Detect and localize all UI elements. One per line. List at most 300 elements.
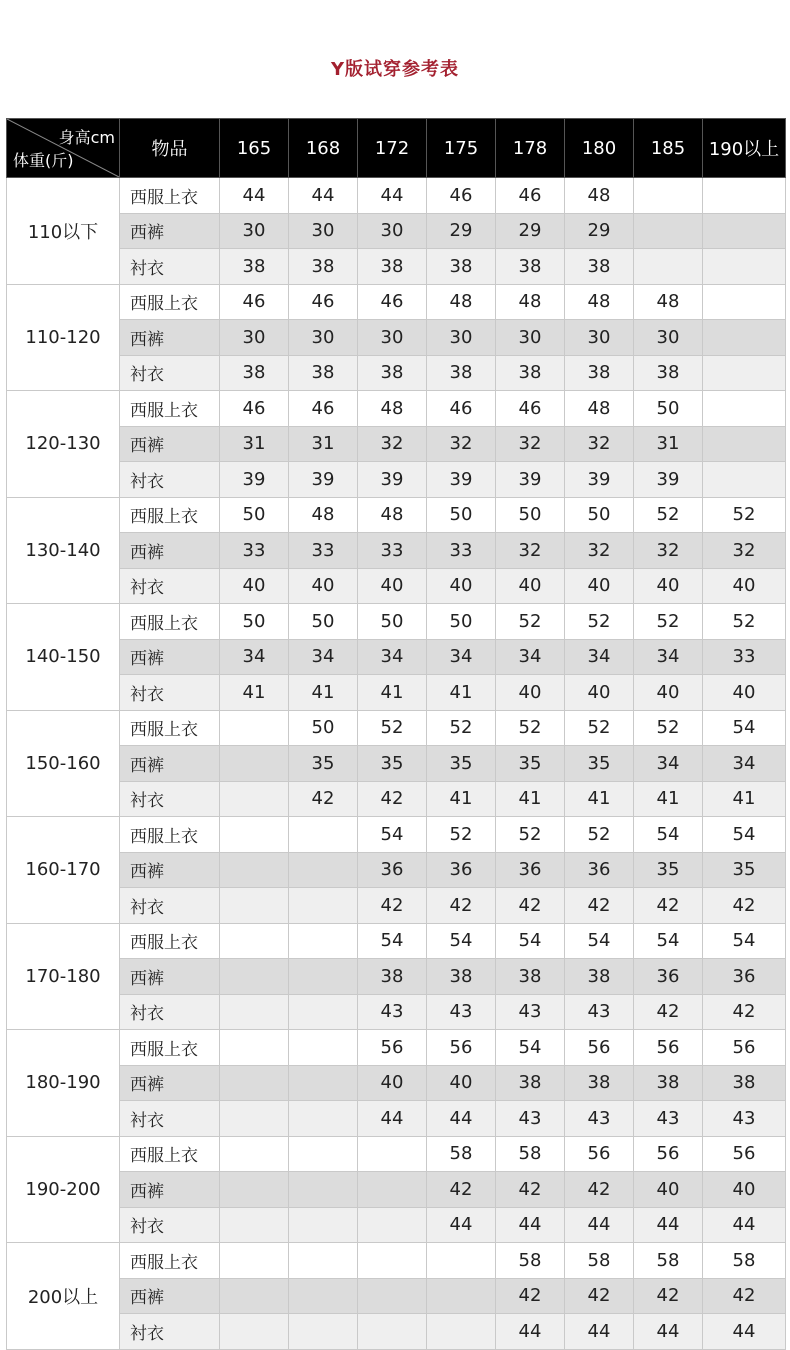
size-value-cell: 56 <box>358 1030 427 1066</box>
size-value-cell: 52 <box>565 604 634 640</box>
size-value-cell: 58 <box>496 1243 565 1279</box>
size-value-cell: 39 <box>220 462 289 498</box>
size-value-cell <box>289 1030 358 1066</box>
size-value-cell: 34 <box>220 639 289 675</box>
size-value-cell: 41 <box>358 675 427 711</box>
size-value-cell: 54 <box>634 817 703 853</box>
size-value-cell: 42 <box>703 994 786 1030</box>
item-name-cell: 衬衣 <box>120 781 220 817</box>
size-value-cell: 40 <box>634 1172 703 1208</box>
size-value-cell: 48 <box>427 284 496 320</box>
height-column-header: 185 <box>634 119 703 178</box>
size-value-cell: 54 <box>634 923 703 959</box>
size-value-cell: 36 <box>634 959 703 995</box>
size-value-cell: 44 <box>703 1314 786 1350</box>
size-value-cell: 39 <box>634 462 703 498</box>
size-value-cell: 46 <box>358 284 427 320</box>
size-value-cell: 44 <box>496 1207 565 1243</box>
size-value-cell: 29 <box>565 213 634 249</box>
table-row <box>7 639 786 675</box>
size-value-cell <box>703 355 786 391</box>
size-value-cell <box>427 1243 496 1279</box>
size-value-cell: 43 <box>358 994 427 1030</box>
size-value-cell: 54 <box>703 710 786 746</box>
item-name-cell: 西服上衣 <box>120 604 220 640</box>
size-value-cell: 35 <box>565 746 634 782</box>
size-value-cell: 52 <box>634 497 703 533</box>
size-value-cell: 41 <box>289 675 358 711</box>
size-value-cell: 52 <box>496 817 565 853</box>
weight-range-cell: 110以下 <box>7 178 120 285</box>
size-value-cell <box>220 1065 289 1101</box>
item-name-cell: 西服上衣 <box>120 391 220 427</box>
size-value-cell: 48 <box>565 391 634 427</box>
table-row <box>7 781 786 817</box>
size-value-cell <box>358 1278 427 1314</box>
size-value-cell: 35 <box>634 852 703 888</box>
size-value-cell: 44 <box>358 178 427 214</box>
size-value-cell: 42 <box>496 1278 565 1314</box>
table-row <box>7 1101 786 1137</box>
size-value-cell: 43 <box>703 1101 786 1137</box>
size-reference-table <box>6 118 786 1350</box>
size-value-cell: 34 <box>565 639 634 675</box>
size-value-cell: 48 <box>634 284 703 320</box>
size-value-cell: 30 <box>358 213 427 249</box>
height-column-header: 190以上 <box>703 119 786 178</box>
size-value-cell: 33 <box>427 533 496 569</box>
size-value-cell: 52 <box>427 710 496 746</box>
size-value-cell: 40 <box>703 568 786 604</box>
size-value-cell: 46 <box>427 391 496 427</box>
size-value-cell: 50 <box>289 604 358 640</box>
item-name-cell: 西裤 <box>120 533 220 569</box>
weight-range-cell: 180-190 <box>7 1030 120 1137</box>
size-value-cell: 56 <box>634 1030 703 1066</box>
size-value-cell: 56 <box>703 1030 786 1066</box>
size-value-cell: 30 <box>220 320 289 356</box>
size-value-cell: 46 <box>427 178 496 214</box>
size-value-cell <box>220 1030 289 1066</box>
weight-range-cell: 140-150 <box>7 604 120 711</box>
size-value-cell: 34 <box>634 746 703 782</box>
size-value-cell: 54 <box>565 923 634 959</box>
size-value-cell: 36 <box>703 959 786 995</box>
size-value-cell <box>289 994 358 1030</box>
height-column-header: 172 <box>358 119 427 178</box>
weight-range-cell: 150-160 <box>7 710 120 817</box>
height-column-header: 175 <box>427 119 496 178</box>
size-value-cell: 39 <box>496 462 565 498</box>
size-value-cell: 46 <box>496 391 565 427</box>
size-value-cell <box>220 1243 289 1279</box>
size-value-cell: 36 <box>358 852 427 888</box>
item-name-cell: 西裤 <box>120 746 220 782</box>
table-row <box>7 959 786 995</box>
size-value-cell: 38 <box>289 355 358 391</box>
size-value-cell: 42 <box>358 888 427 924</box>
item-name-cell: 衬衣 <box>120 355 220 391</box>
size-value-cell: 54 <box>703 817 786 853</box>
size-value-cell: 52 <box>703 604 786 640</box>
item-name-cell: 西服上衣 <box>120 1030 220 1066</box>
size-value-cell: 42 <box>565 888 634 924</box>
size-value-cell: 38 <box>496 959 565 995</box>
size-value-cell: 50 <box>220 497 289 533</box>
size-value-cell: 44 <box>220 178 289 214</box>
size-value-cell: 44 <box>289 178 358 214</box>
size-value-cell: 42 <box>703 1278 786 1314</box>
size-value-cell: 33 <box>289 533 358 569</box>
size-value-cell: 32 <box>427 426 496 462</box>
size-value-cell: 54 <box>496 923 565 959</box>
table-row <box>7 533 786 569</box>
size-value-cell: 48 <box>565 178 634 214</box>
size-value-cell: 42 <box>634 1278 703 1314</box>
size-value-cell <box>289 923 358 959</box>
size-value-cell: 50 <box>427 604 496 640</box>
table-row <box>7 320 786 356</box>
size-value-cell: 52 <box>634 710 703 746</box>
size-value-cell: 46 <box>496 178 565 214</box>
size-value-cell: 38 <box>496 249 565 285</box>
item-name-cell: 西裤 <box>120 959 220 995</box>
size-value-cell: 34 <box>634 639 703 675</box>
size-value-cell: 42 <box>289 781 358 817</box>
size-value-cell: 40 <box>634 675 703 711</box>
size-value-cell: 52 <box>427 817 496 853</box>
size-value-cell: 32 <box>634 533 703 569</box>
size-value-cell: 50 <box>634 391 703 427</box>
size-value-cell: 38 <box>427 959 496 995</box>
item-name-cell: 西裤 <box>120 426 220 462</box>
size-value-cell: 46 <box>289 284 358 320</box>
size-value-cell <box>703 426 786 462</box>
size-value-cell: 29 <box>496 213 565 249</box>
size-value-cell: 39 <box>289 462 358 498</box>
size-value-cell: 39 <box>565 462 634 498</box>
size-value-cell <box>703 462 786 498</box>
size-value-cell: 38 <box>289 249 358 285</box>
size-value-cell: 30 <box>358 320 427 356</box>
size-value-cell: 58 <box>427 1136 496 1172</box>
item-name-cell: 西裤 <box>120 213 220 249</box>
size-value-cell <box>427 1278 496 1314</box>
height-column-header: 178 <box>496 119 565 178</box>
size-value-cell: 50 <box>289 710 358 746</box>
size-value-cell: 34 <box>703 746 786 782</box>
size-value-cell <box>289 817 358 853</box>
size-value-cell <box>289 852 358 888</box>
size-value-cell <box>703 249 786 285</box>
item-name-cell: 西裤 <box>120 320 220 356</box>
size-value-cell: 40 <box>703 1172 786 1208</box>
size-value-cell: 40 <box>565 675 634 711</box>
height-axis-label: 身高cm <box>58 128 115 147</box>
size-value-cell: 32 <box>565 426 634 462</box>
size-value-cell: 56 <box>703 1136 786 1172</box>
table-row <box>7 1172 786 1208</box>
size-value-cell: 39 <box>358 462 427 498</box>
size-value-cell: 50 <box>220 604 289 640</box>
size-value-cell: 41 <box>703 781 786 817</box>
size-value-cell <box>289 1136 358 1172</box>
size-value-cell: 48 <box>289 497 358 533</box>
item-name-cell: 西服上衣 <box>120 1136 220 1172</box>
table-row <box>7 568 786 604</box>
size-value-cell <box>634 249 703 285</box>
weight-range-cell: 110-120 <box>7 284 120 391</box>
size-value-cell: 38 <box>565 355 634 391</box>
table-row <box>7 1030 786 1066</box>
size-value-cell: 32 <box>358 426 427 462</box>
table-row <box>7 391 786 427</box>
item-name-cell: 西服上衣 <box>120 497 220 533</box>
size-value-cell <box>703 213 786 249</box>
size-value-cell: 38 <box>565 1065 634 1101</box>
size-value-cell: 42 <box>565 1278 634 1314</box>
size-value-cell: 54 <box>358 817 427 853</box>
table-row <box>7 426 786 462</box>
size-value-cell: 42 <box>565 1172 634 1208</box>
size-value-cell: 35 <box>427 746 496 782</box>
size-value-cell: 32 <box>496 426 565 462</box>
size-value-cell: 41 <box>220 675 289 711</box>
table-row <box>7 284 786 320</box>
size-value-cell: 54 <box>427 923 496 959</box>
size-value-cell: 44 <box>565 1314 634 1350</box>
size-value-cell: 30 <box>565 320 634 356</box>
item-name-cell: 西裤 <box>120 1065 220 1101</box>
size-value-cell: 43 <box>496 994 565 1030</box>
size-value-cell: 40 <box>703 675 786 711</box>
size-value-cell: 42 <box>427 888 496 924</box>
item-column-header: 物品 <box>120 119 220 178</box>
table-row <box>7 497 786 533</box>
table-row <box>7 675 786 711</box>
item-name-cell: 西服上衣 <box>120 178 220 214</box>
size-value-cell <box>220 959 289 995</box>
weight-range-cell: 130-140 <box>7 497 120 604</box>
size-value-cell: 42 <box>496 888 565 924</box>
weight-range-cell: 190-200 <box>7 1136 120 1243</box>
size-value-cell: 44 <box>496 1314 565 1350</box>
size-value-cell: 38 <box>703 1065 786 1101</box>
size-value-cell: 40 <box>427 1065 496 1101</box>
size-value-cell <box>289 1172 358 1208</box>
size-value-cell: 34 <box>496 639 565 675</box>
item-name-cell: 西服上衣 <box>120 1243 220 1279</box>
size-value-cell: 30 <box>289 320 358 356</box>
table-row <box>7 923 786 959</box>
size-value-cell <box>220 781 289 817</box>
size-value-cell <box>289 888 358 924</box>
size-value-cell: 34 <box>358 639 427 675</box>
item-name-cell: 西服上衣 <box>120 284 220 320</box>
table-row <box>7 994 786 1030</box>
size-value-cell: 35 <box>289 746 358 782</box>
table-row <box>7 1065 786 1101</box>
size-value-cell: 35 <box>358 746 427 782</box>
size-value-cell: 41 <box>427 675 496 711</box>
size-value-cell: 54 <box>703 923 786 959</box>
item-name-cell: 衬衣 <box>120 1314 220 1350</box>
size-value-cell: 52 <box>496 604 565 640</box>
size-value-cell: 43 <box>565 994 634 1030</box>
item-name-cell: 衬衣 <box>120 888 220 924</box>
item-name-cell: 西服上衣 <box>120 817 220 853</box>
table-row <box>7 1243 786 1279</box>
table-row <box>7 1207 786 1243</box>
size-value-cell: 36 <box>496 852 565 888</box>
size-value-cell: 56 <box>565 1030 634 1066</box>
size-value-cell: 54 <box>496 1030 565 1066</box>
table-row <box>7 355 786 391</box>
item-name-cell: 衬衣 <box>120 1101 220 1137</box>
size-value-cell <box>289 1278 358 1314</box>
size-value-cell <box>220 888 289 924</box>
size-value-cell: 42 <box>703 888 786 924</box>
item-name-cell: 衬衣 <box>120 249 220 285</box>
size-value-cell: 52 <box>565 817 634 853</box>
size-value-cell <box>220 1207 289 1243</box>
size-value-cell <box>220 1278 289 1314</box>
size-value-cell: 52 <box>634 604 703 640</box>
size-value-cell: 40 <box>565 568 634 604</box>
size-value-cell <box>220 746 289 782</box>
size-value-cell: 56 <box>634 1136 703 1172</box>
size-value-cell <box>358 1207 427 1243</box>
size-value-cell: 52 <box>565 710 634 746</box>
size-value-cell <box>358 1136 427 1172</box>
size-value-cell <box>289 959 358 995</box>
size-value-cell: 42 <box>496 1172 565 1208</box>
table-row <box>7 817 786 853</box>
size-value-cell: 46 <box>220 284 289 320</box>
item-name-cell: 衬衣 <box>120 675 220 711</box>
weight-axis-label: 体重(斤) <box>13 151 74 170</box>
size-value-cell: 56 <box>427 1030 496 1066</box>
size-value-cell: 30 <box>634 320 703 356</box>
table-row <box>7 604 786 640</box>
size-value-cell: 42 <box>634 888 703 924</box>
item-name-cell: 衬衣 <box>120 1207 220 1243</box>
size-value-cell: 42 <box>427 1172 496 1208</box>
size-value-cell: 40 <box>634 568 703 604</box>
size-value-cell: 41 <box>634 781 703 817</box>
size-value-cell: 38 <box>220 355 289 391</box>
size-value-cell: 52 <box>703 497 786 533</box>
size-value-cell: 43 <box>496 1101 565 1137</box>
size-value-cell: 46 <box>220 391 289 427</box>
size-value-cell: 31 <box>220 426 289 462</box>
size-value-cell: 44 <box>427 1207 496 1243</box>
item-name-cell: 衬衣 <box>120 462 220 498</box>
size-value-cell: 34 <box>289 639 358 675</box>
table-row <box>7 462 786 498</box>
size-value-cell: 44 <box>703 1207 786 1243</box>
size-value-cell: 38 <box>496 1065 565 1101</box>
size-value-cell: 46 <box>289 391 358 427</box>
size-value-cell: 32 <box>565 533 634 569</box>
item-name-cell: 衬衣 <box>120 994 220 1030</box>
size-value-cell <box>220 1101 289 1137</box>
size-value-cell: 38 <box>220 249 289 285</box>
size-value-cell: 38 <box>634 355 703 391</box>
size-value-cell: 50 <box>427 497 496 533</box>
height-column-header: 165 <box>220 119 289 178</box>
size-value-cell: 50 <box>496 497 565 533</box>
size-value-cell: 43 <box>427 994 496 1030</box>
size-value-cell: 30 <box>496 320 565 356</box>
size-value-cell <box>289 1207 358 1243</box>
weight-range-cell: 170-180 <box>7 923 120 1030</box>
size-value-cell <box>358 1172 427 1208</box>
size-value-cell: 35 <box>496 746 565 782</box>
size-value-cell: 41 <box>427 781 496 817</box>
size-value-cell: 38 <box>496 355 565 391</box>
size-value-cell: 38 <box>565 959 634 995</box>
size-value-cell: 38 <box>565 249 634 285</box>
size-value-cell: 38 <box>634 1065 703 1101</box>
size-value-cell: 29 <box>427 213 496 249</box>
table-row <box>7 178 786 214</box>
item-name-cell: 衬衣 <box>120 568 220 604</box>
weight-range-cell: 200以上 <box>7 1243 120 1350</box>
item-name-cell: 西裤 <box>120 1172 220 1208</box>
height-column-header: 168 <box>289 119 358 178</box>
size-value-cell: 44 <box>427 1101 496 1137</box>
table-row <box>7 1136 786 1172</box>
size-value-cell: 40 <box>496 675 565 711</box>
page-title: Y版试穿参考表 <box>330 59 460 80</box>
size-value-cell <box>220 1172 289 1208</box>
size-value-cell <box>703 320 786 356</box>
size-value-cell: 36 <box>565 852 634 888</box>
table-body <box>7 178 786 1350</box>
size-value-cell: 39 <box>427 462 496 498</box>
item-name-cell: 西裤 <box>120 1278 220 1314</box>
size-value-cell: 48 <box>496 284 565 320</box>
size-value-cell: 54 <box>358 923 427 959</box>
size-value-cell <box>703 391 786 427</box>
size-value-cell <box>289 1243 358 1279</box>
size-value-cell <box>703 178 786 214</box>
size-value-cell: 33 <box>703 639 786 675</box>
item-name-cell: 西服上衣 <box>120 710 220 746</box>
size-value-cell: 41 <box>496 781 565 817</box>
size-value-cell <box>220 710 289 746</box>
table-row <box>7 249 786 285</box>
size-value-cell: 34 <box>427 639 496 675</box>
size-value-cell: 40 <box>496 568 565 604</box>
size-value-cell: 50 <box>358 604 427 640</box>
header-row <box>7 119 786 178</box>
size-value-cell: 35 <box>703 852 786 888</box>
size-value-cell: 30 <box>427 320 496 356</box>
size-value-cell: 43 <box>634 1101 703 1137</box>
size-value-cell: 48 <box>358 497 427 533</box>
size-value-cell <box>703 284 786 320</box>
size-value-cell <box>634 178 703 214</box>
weight-range-cell: 120-130 <box>7 391 120 498</box>
size-value-cell: 42 <box>634 994 703 1030</box>
size-value-cell: 40 <box>220 568 289 604</box>
size-value-cell: 38 <box>427 249 496 285</box>
weight-range-cell: 160-170 <box>7 817 120 924</box>
size-value-cell: 30 <box>289 213 358 249</box>
size-value-cell: 52 <box>496 710 565 746</box>
